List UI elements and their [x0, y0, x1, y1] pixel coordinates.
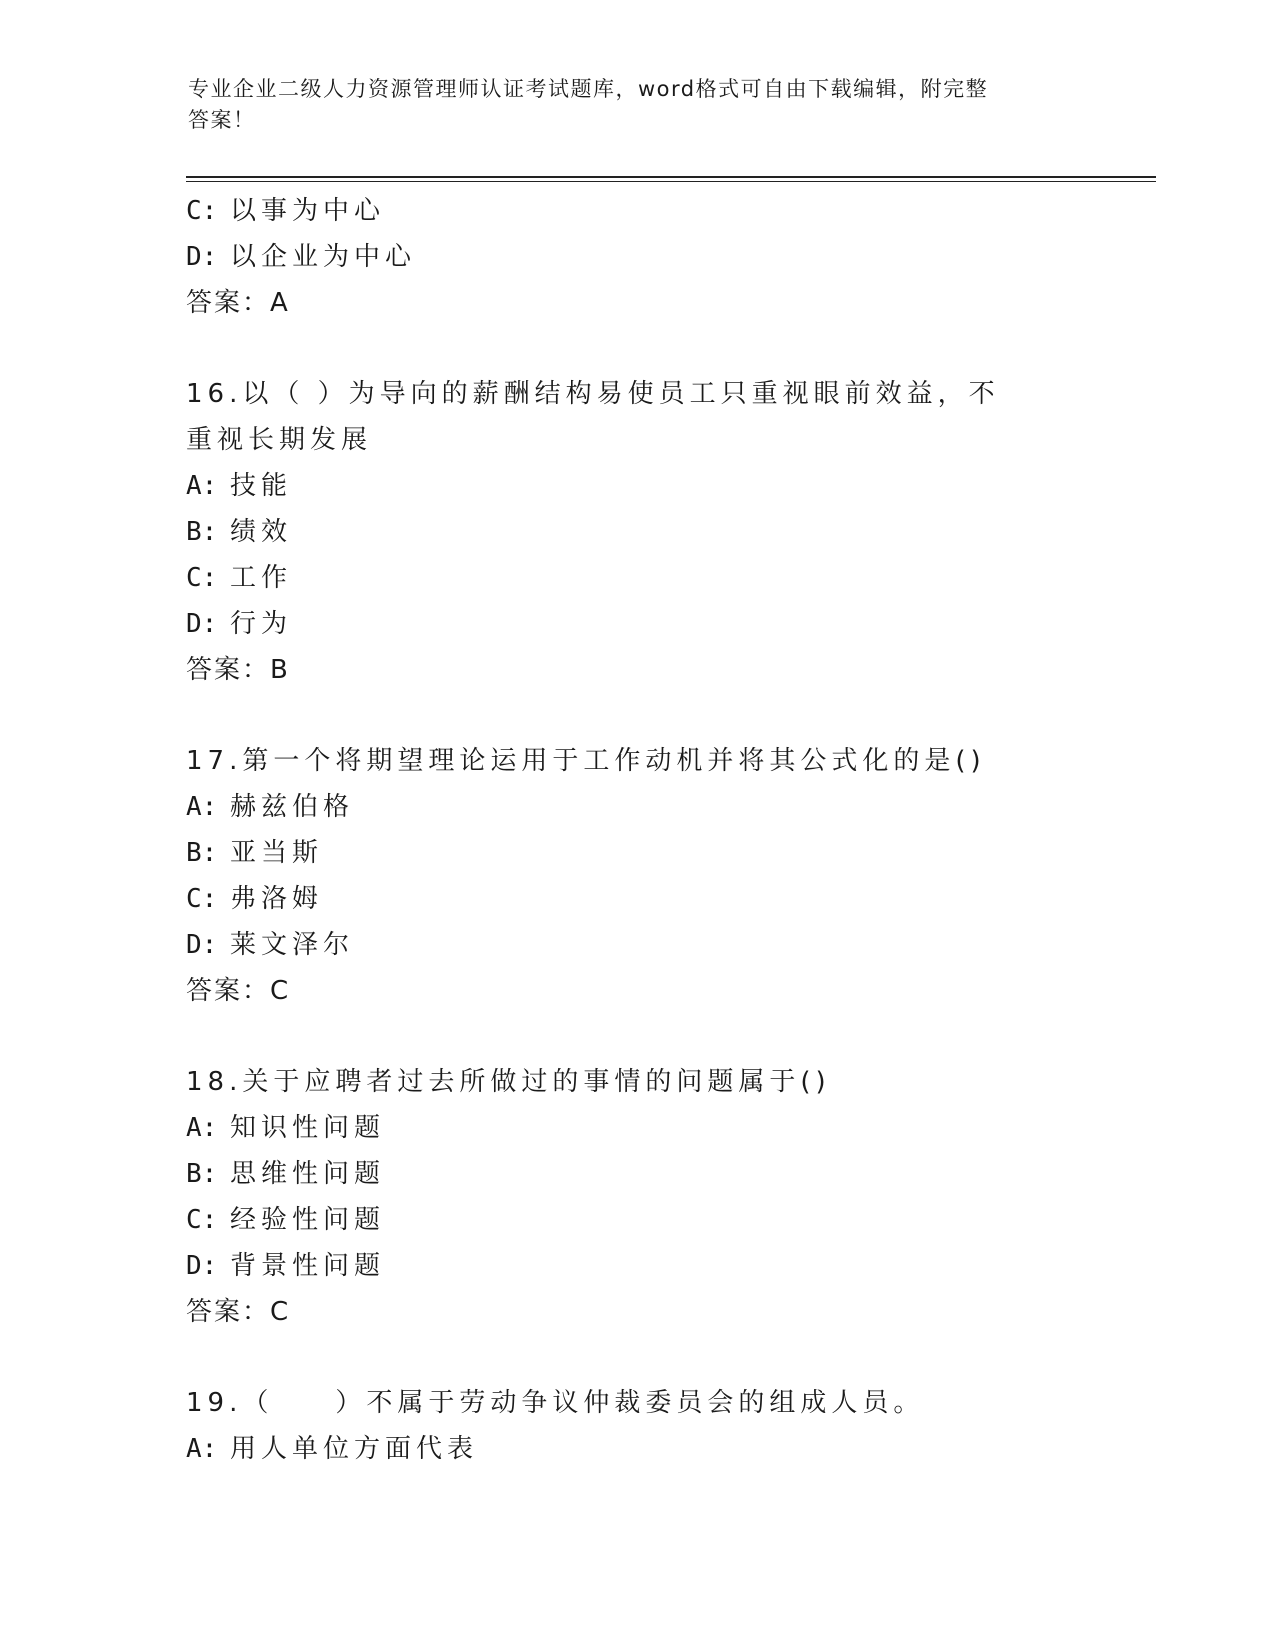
option-letter: B: [186, 838, 218, 868]
question-title: 17.第一个将期望理论运用于工作动机并将其公式化的是() [186, 746, 986, 776]
option-text: 用人单位方面代表 [230, 1434, 479, 1464]
option-letter: D: [186, 930, 218, 960]
answer: 答案：A [186, 288, 290, 318]
option-c [186, 876, 1086, 922]
option-letter: A: [186, 1434, 218, 1464]
option-a [186, 784, 1086, 830]
question-19 [186, 1380, 1086, 1472]
option-d [186, 922, 1086, 968]
option-text: 绩效 [230, 517, 293, 547]
option-letter: C: [186, 1205, 218, 1235]
question-list [186, 188, 1086, 1472]
header-divider-thick [186, 176, 1156, 178]
question-title: 16.以（ ）为导向的薪酬结构易使员工只重视眼前效益，不重视长期发展 [186, 379, 1000, 455]
question-16 [186, 371, 1086, 693]
option-c [186, 1197, 1086, 1243]
question-title: 19.（ ）不属于劳动争议仲裁委员会的组成人员。 [186, 1388, 925, 1418]
option-letter: B: [186, 517, 218, 547]
answer: 答案：C [186, 976, 291, 1006]
question-17 [186, 738, 1086, 1014]
option-c [186, 188, 1086, 234]
option-text: 经验性问题 [230, 1205, 386, 1235]
option-text: 以企业为中心 [230, 242, 417, 272]
option-letter: B: [186, 1159, 218, 1189]
option-letter: D: [186, 1251, 218, 1281]
option-text: 工作 [230, 563, 293, 593]
option-d [186, 234, 1086, 280]
option-text: 赫兹伯格 [230, 792, 355, 822]
answer: 答案：C [186, 1297, 291, 1327]
option-text: 背景性问题 [230, 1251, 386, 1281]
option-letter: C: [186, 884, 218, 914]
option-text: 以事为中心 [230, 196, 386, 226]
option-a [186, 1105, 1086, 1151]
option-c [186, 555, 1086, 601]
question-15-remainder [186, 188, 1086, 326]
option-letter: C: [186, 196, 218, 226]
option-text: 思维性问题 [230, 1159, 386, 1189]
option-b [186, 830, 1086, 876]
option-letter: A: [186, 792, 218, 822]
option-text: 亚当斯 [230, 838, 324, 868]
option-letter: D: [186, 242, 218, 272]
option-text: 行为 [230, 609, 293, 639]
header-divider-thin [186, 181, 1156, 182]
option-a [186, 463, 1086, 509]
document-header [188, 74, 1088, 136]
option-a [186, 1426, 1086, 1472]
option-d [186, 601, 1086, 647]
option-d [186, 1243, 1086, 1289]
option-text: 技能 [230, 471, 293, 501]
option-b [186, 509, 1086, 555]
header-line-2: 答案！ [188, 108, 256, 132]
answer: 答案：B [186, 655, 290, 685]
option-text: 弗洛姆 [230, 884, 324, 914]
header-line-1: 专业企业二级人力资源管理师认证考试题库，word格式可自由下载编辑，附完整 [188, 77, 989, 101]
question-18 [186, 1059, 1086, 1335]
option-b [186, 1151, 1086, 1197]
option-letter: A: [186, 1113, 218, 1143]
option-text: 知识性问题 [230, 1113, 386, 1143]
option-text: 莱文泽尔 [230, 930, 355, 960]
option-letter: C: [186, 563, 218, 593]
option-letter: A: [186, 471, 218, 501]
option-letter: D: [186, 609, 218, 639]
question-title: 18.关于应聘者过去所做过的事情的问题属于() [186, 1067, 831, 1097]
